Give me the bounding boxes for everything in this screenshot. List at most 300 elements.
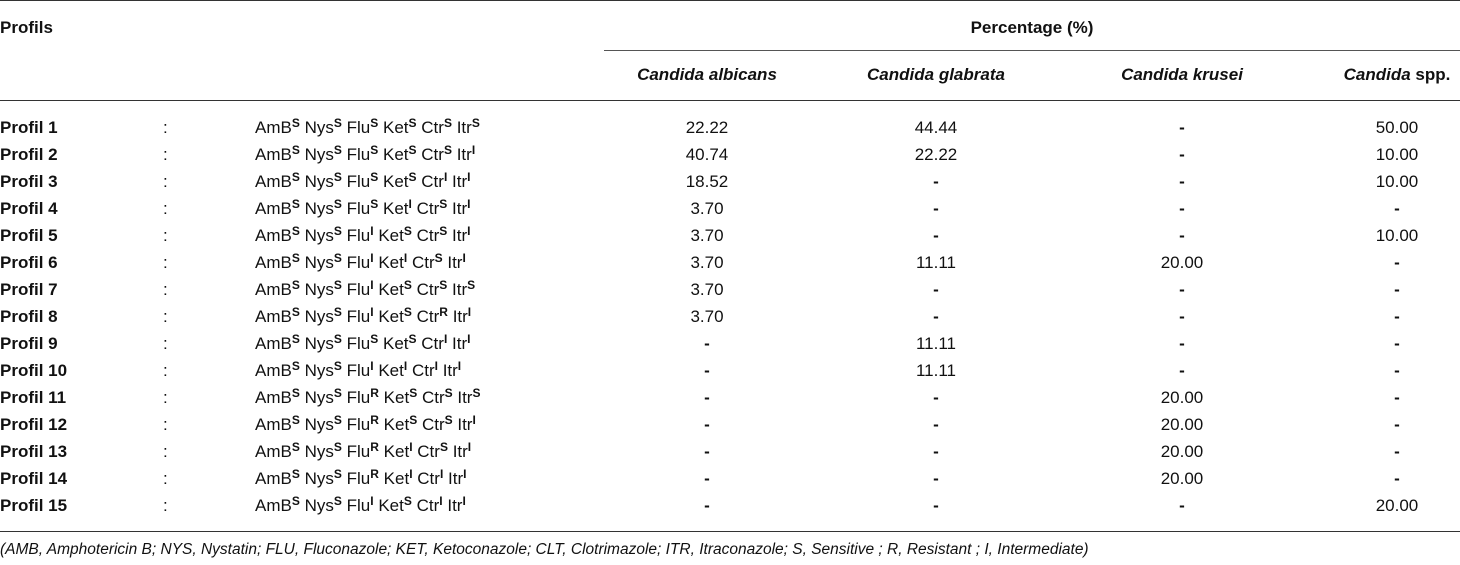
percentage-cell: - [704, 361, 710, 380]
drug-abbrev: Flu [346, 118, 371, 137]
susceptibility-code: I [408, 197, 412, 211]
species-name: Candida albicans [637, 65, 777, 84]
susceptibility-code: S [291, 251, 300, 265]
percentage-cell: - [704, 415, 710, 434]
percentage-cell: 11.11 [915, 253, 957, 272]
susceptibility-code: S [291, 305, 300, 319]
susceptibility-code: S [291, 197, 300, 211]
drug-abbrev: Ctr [411, 253, 435, 272]
separator-colon: : [163, 334, 168, 353]
drug-result [384, 442, 413, 461]
drug-abbrev: AmB [255, 442, 292, 461]
drug-abbrev: Ctr [421, 415, 445, 434]
resistance-profile [255, 465, 466, 492]
drug-abbrev: AmB [255, 388, 292, 407]
drug-result [305, 226, 342, 245]
drug-result [453, 307, 471, 326]
separator-colon: : [163, 307, 168, 326]
susceptibility-code: S [333, 197, 342, 211]
profile-name: Profil 14 [0, 469, 68, 488]
table-row [0, 438, 1460, 465]
species-header-krusei [1075, 65, 1289, 85]
drug-abbrev: Ket [383, 334, 409, 353]
percentage-cell: - [933, 280, 939, 299]
susceptibility-code: S [333, 116, 342, 130]
drug-abbrev: Nys [304, 442, 334, 461]
drug-abbrev: Ctr [421, 334, 444, 353]
drug-abbrev: Ket [383, 145, 409, 164]
drug-abbrev: Ket [383, 388, 410, 407]
species-suffix: spp. [1410, 65, 1451, 84]
drug-result [347, 361, 374, 380]
percentage-cell: 20.00 [1160, 442, 1204, 461]
susceptibility-code: S [291, 224, 300, 238]
percentage-cell: 3.70 [690, 199, 724, 218]
drug-abbrev: Ket [383, 415, 410, 434]
drug-result [412, 361, 438, 380]
drug-abbrev: Ket [378, 307, 404, 326]
percentage-cell: - [1394, 469, 1400, 488]
profile-name: Profil 13 [0, 442, 68, 461]
table-row [0, 357, 1460, 384]
drug-abbrev: Flu [346, 253, 371, 272]
susceptibility-code: S [370, 170, 379, 184]
percentage-cell: - [1179, 226, 1185, 245]
drug-result [383, 199, 412, 218]
separator-colon: : [163, 253, 168, 272]
percentage-cell: - [1394, 280, 1400, 299]
table-row [0, 168, 1460, 195]
drug-result [378, 253, 407, 272]
drug-result [347, 199, 379, 218]
drug-abbrev: Flu [346, 172, 371, 191]
drug-abbrev: Nys [304, 361, 334, 380]
susceptibility-code: S [291, 467, 300, 481]
percentage-cell: - [1394, 253, 1400, 272]
susceptibility-code: S [403, 278, 412, 292]
drug-result [378, 496, 412, 515]
percentage-cell: 20.00 [1160, 469, 1204, 488]
drug-result [452, 334, 470, 353]
drug-abbrev: Ket [378, 361, 404, 380]
susceptibility-code: S [333, 440, 342, 454]
drug-abbrev: Ctr [421, 172, 444, 191]
species-name: Candida glabrata [867, 65, 1005, 84]
drug-abbrev: Flu [346, 415, 371, 434]
species-header-albicans [604, 65, 810, 85]
susceptibility-code: S [291, 332, 300, 346]
drug-abbrev: Nys [304, 280, 334, 299]
drug-abbrev: Nys [304, 307, 334, 326]
susceptibility-code: S [471, 116, 480, 130]
drug-abbrev: Itr [456, 145, 472, 164]
drug-result [421, 334, 447, 353]
drug-result [384, 415, 418, 434]
resistance-profile [255, 114, 480, 141]
table-row [0, 384, 1460, 411]
susceptibility-code: I [403, 251, 408, 265]
drug-abbrev: Ket [378, 253, 404, 272]
table-row [0, 276, 1460, 303]
profile-name: Profil 11 [0, 388, 67, 407]
drug-result [347, 226, 374, 245]
drug-abbrev: Nys [304, 334, 334, 353]
drug-result [453, 442, 471, 461]
drug-result [255, 361, 300, 380]
drug-result [378, 280, 412, 299]
drug-abbrev: Itr [457, 388, 473, 407]
drug-result [305, 172, 342, 191]
drug-abbrev: Ctr [417, 442, 440, 461]
drug-result [347, 280, 374, 299]
susceptibility-code: I [467, 305, 472, 319]
percentage-cell: - [704, 496, 710, 515]
susceptibility-code: S [370, 116, 379, 130]
drug-abbrev: Itr [452, 280, 468, 299]
resistance-profile [255, 330, 470, 357]
susceptibility-code: S [333, 170, 342, 184]
species-name: Candida [1343, 65, 1411, 84]
table-row [0, 114, 1460, 141]
susceptibility-code: I [370, 359, 374, 373]
susceptibility-code: I [409, 467, 413, 481]
resistance-profile [255, 492, 466, 519]
top-rule [0, 0, 1460, 1]
susceptibility-code: S [333, 332, 342, 346]
percentage-cell: 40.74 [685, 145, 729, 164]
susceptibility-code: R [370, 440, 379, 454]
drug-abbrev: Ctr [417, 469, 440, 488]
percentage-cell: 10.00 [1375, 172, 1419, 191]
percentage-cell: - [1179, 172, 1185, 191]
drug-result [417, 280, 448, 299]
percentage-cell: 20.00 [1160, 253, 1204, 272]
percentage-cell: - [933, 307, 939, 326]
percentage-cell: - [704, 388, 710, 407]
drug-result [417, 469, 443, 488]
susceptibility-code: S [408, 143, 417, 157]
percentage-cell: 3.70 [690, 253, 724, 272]
percentage-cell: - [1394, 334, 1400, 353]
profile-name: Profil 12 [0, 415, 68, 434]
susceptibility-code: I [467, 440, 472, 454]
drug-result [255, 469, 300, 488]
susceptibility-code: S [291, 278, 300, 292]
susceptibility-code: I [439, 494, 443, 508]
percentage-cell: - [933, 172, 939, 191]
drug-result [255, 226, 300, 245]
drug-abbrev: Ctr [421, 118, 444, 137]
drug-abbrev: AmB [255, 145, 292, 164]
susceptibility-code: S [403, 305, 412, 319]
percentage-cell: - [933, 442, 939, 461]
drug-result [378, 226, 412, 245]
drug-abbrev: Ket [383, 172, 409, 191]
drug-result [417, 226, 448, 245]
drug-result [417, 442, 448, 461]
susceptibility-code: S [333, 305, 342, 319]
percentage-cell: 10.00 [1375, 145, 1419, 164]
drug-result [421, 118, 452, 137]
drug-abbrev: Itr [452, 226, 468, 245]
percentage-cell: 20.00 [1160, 415, 1204, 434]
susceptibility-code: I [462, 494, 466, 508]
drug-result [421, 172, 447, 191]
drug-result [412, 253, 443, 272]
susceptibility-code: S [333, 143, 342, 157]
drug-result [305, 307, 342, 326]
drug-abbrev: Ket [383, 118, 409, 137]
percentage-cell: - [1179, 334, 1185, 353]
drug-result [383, 145, 417, 164]
percentage-cell: - [1179, 361, 1185, 380]
susceptibility-code: I [434, 359, 438, 373]
susceptibility-code: S [370, 332, 379, 346]
drug-abbrev: Nys [304, 199, 334, 218]
drug-abbrev: Flu [346, 496, 371, 515]
percentage-cell: - [1394, 388, 1400, 407]
drug-abbrev: Itr [452, 442, 468, 461]
susceptibility-code: S [409, 386, 418, 400]
susceptibility-code: I [409, 440, 413, 454]
drug-abbrev: Ket [383, 442, 410, 461]
susceptibility-code: S [444, 413, 453, 427]
drug-result [378, 361, 407, 380]
drug-abbrev: Ctr [416, 280, 440, 299]
drug-result [457, 415, 475, 434]
percentage-cell: - [704, 442, 710, 461]
drug-result [443, 361, 461, 380]
abbreviation-footnote: (AMB, Amphotericin B; NYS, Nystatin; FLU, Fluconazole; KET, Ketoconazole; CLT, Clotrimazole; ITR, Itraconazole; S, Sensitive ; R, Resistant ; I, Intermediate) [0, 541, 1089, 558]
susceptibility-code: S [408, 170, 417, 184]
drug-abbrev: Nys [304, 253, 334, 272]
profile-name: Profil 6 [0, 253, 58, 272]
drug-abbrev: Ctr [411, 361, 435, 380]
species-name: Candida krusei [1121, 65, 1243, 84]
drug-abbrev: Itr [452, 172, 468, 191]
percentage-cell: 20.00 [1375, 496, 1419, 515]
drug-abbrev: Flu [346, 145, 371, 164]
profile-name: Profil 8 [0, 307, 58, 326]
drug-abbrev: AmB [255, 334, 292, 353]
susceptibility-code: I [370, 305, 374, 319]
susceptibility-code: S [291, 413, 300, 427]
header-bottom-rule [0, 100, 1460, 101]
drug-abbrev: AmB [255, 172, 292, 191]
susceptibility-code: I [467, 332, 471, 346]
percentage-subrule [604, 50, 1460, 51]
profile-name: Profil 2 [0, 145, 58, 164]
table-row [0, 492, 1460, 519]
susceptibility-code: I [370, 494, 374, 508]
table-row [0, 303, 1460, 330]
susceptibility-code: I [462, 251, 466, 265]
drug-result [417, 496, 443, 515]
susceptibility-code: S [291, 116, 300, 130]
susceptibility-code: I [472, 413, 476, 427]
drug-abbrev: Nys [304, 415, 334, 434]
drug-abbrev: AmB [255, 496, 292, 515]
drug-result [255, 415, 300, 434]
drug-abbrev: Itr [457, 415, 473, 434]
drug-abbrev: Ctr [421, 145, 444, 164]
drug-abbrev: Nys [304, 496, 334, 515]
drug-result [305, 199, 342, 218]
drug-abbrev: Itr [452, 307, 468, 326]
drug-result [347, 469, 379, 488]
drug-result [347, 415, 379, 434]
drug-result [255, 145, 300, 164]
drug-abbrev: AmB [255, 118, 292, 137]
percentage-cell: - [1179, 199, 1185, 218]
table-row [0, 330, 1460, 357]
separator-colon: : [163, 118, 168, 137]
resistance-profile [255, 249, 466, 276]
profiles-header: Profils [0, 18, 53, 37]
profile-name: Profil 10 [0, 361, 68, 380]
susceptibility-code: I [467, 170, 471, 184]
drug-result [305, 118, 342, 137]
drug-abbrev: Itr [447, 253, 463, 272]
susceptibility-code: R [370, 386, 379, 400]
drug-result [305, 361, 342, 380]
drug-abbrev: Nys [304, 172, 334, 191]
drug-result [347, 334, 379, 353]
resistance-profile [255, 222, 470, 249]
percentage-cell: - [1179, 307, 1185, 326]
percentage-cell: 3.70 [690, 226, 724, 245]
susceptibility-code: S [409, 413, 418, 427]
drug-result [305, 253, 342, 272]
drug-result [378, 307, 412, 326]
drug-result [255, 496, 300, 515]
susceptibility-code: S [434, 251, 443, 265]
susceptibility-code: I [467, 224, 471, 238]
drug-abbrev: AmB [255, 226, 292, 245]
drug-abbrev: Itr [452, 199, 468, 218]
drug-abbrev: AmB [255, 307, 292, 326]
resistance-profile [255, 384, 480, 411]
drug-abbrev: Flu [346, 199, 371, 218]
susceptibility-code: S [333, 251, 342, 265]
drug-abbrev: Flu [346, 280, 371, 299]
percentage-cell: - [1394, 307, 1400, 326]
percentage-cell: 3.70 [690, 307, 724, 326]
susceptibility-code: I [370, 251, 374, 265]
percentage-cell: - [1394, 442, 1400, 461]
susceptibility-code: I [463, 467, 467, 481]
drug-result [255, 334, 300, 353]
drug-abbrev: Itr [448, 469, 464, 488]
drug-result [448, 469, 466, 488]
drug-abbrev: Ctr [416, 226, 440, 245]
percentage-cell: - [704, 469, 710, 488]
drug-abbrev: Nys [304, 118, 334, 137]
drug-result [452, 226, 470, 245]
drug-abbrev: Nys [304, 388, 334, 407]
susceptibility-code: S [291, 143, 300, 157]
percentage-cell: - [933, 415, 939, 434]
drug-result [383, 118, 417, 137]
profile-name: Profil 3 [0, 172, 58, 191]
susceptibility-code: S [333, 278, 342, 292]
susceptibility-code: S [333, 413, 342, 427]
drug-abbrev: Ket [383, 199, 409, 218]
drug-abbrev: Itr [447, 496, 463, 515]
drug-abbrev: Nys [304, 226, 334, 245]
drug-abbrev: AmB [255, 361, 292, 380]
drug-abbrev: Ket [383, 469, 410, 488]
percentage-cell: 22.22 [685, 118, 729, 137]
drug-abbrev: Ctr [421, 388, 445, 407]
separator-colon: : [163, 226, 168, 245]
susceptibility-code: S [370, 143, 379, 157]
species-header-glabrata [830, 65, 1042, 85]
drug-abbrev: Flu [346, 334, 371, 353]
drug-result [305, 415, 342, 434]
susceptibility-code: S [291, 494, 300, 508]
separator-colon: : [163, 496, 168, 515]
percentage-cell: - [1179, 145, 1185, 164]
profile-name: Profil 5 [0, 226, 58, 245]
resistance-profile [255, 411, 476, 438]
drug-abbrev: Ket [378, 280, 404, 299]
percentage-cell: - [1179, 496, 1185, 515]
susceptibility-code: I [443, 332, 448, 346]
table-row [0, 141, 1460, 168]
separator-colon: : [163, 145, 168, 164]
bottom-rule [0, 531, 1460, 532]
susceptibility-code: S [443, 116, 452, 130]
drug-abbrev: Flu [346, 442, 371, 461]
susceptibility-code: S [291, 386, 300, 400]
drug-result [457, 388, 480, 407]
drug-abbrev: AmB [255, 199, 292, 218]
susceptibility-code: I [467, 197, 471, 211]
drug-result [347, 442, 379, 461]
drug-result [347, 172, 379, 191]
drug-abbrev: Ctr [416, 199, 440, 218]
drug-result [305, 145, 342, 164]
susceptibility-code: S [291, 440, 300, 454]
profile-name: Profil 4 [0, 199, 58, 218]
percentage-header: Percentage (%) [970, 18, 1094, 37]
separator-colon: : [163, 415, 168, 434]
drug-result [347, 118, 379, 137]
resistance-profile [255, 276, 475, 303]
susceptibility-code: S [333, 467, 342, 481]
drug-result [384, 469, 413, 488]
drug-result [452, 280, 475, 299]
susceptibility-code: S [467, 278, 476, 292]
susceptibility-code: S [408, 116, 417, 130]
percentage-cell: - [933, 469, 939, 488]
susceptibility-code: S [291, 170, 300, 184]
profile-name: Profil 7 [0, 280, 58, 299]
susceptibility-code: I [403, 359, 408, 373]
percentage-cell: 10.00 [1375, 226, 1419, 245]
susceptibility-code: S [403, 494, 412, 508]
separator-colon: : [163, 388, 168, 407]
percentage-cell: - [1394, 415, 1400, 434]
drug-result [305, 388, 342, 407]
resistance-profile [255, 357, 461, 384]
separator-colon: : [163, 361, 168, 380]
drug-abbrev: Ctr [416, 496, 440, 515]
susceptibility-code: S [439, 197, 448, 211]
separator-colon: : [163, 280, 168, 299]
drug-abbrev: Flu [346, 307, 371, 326]
